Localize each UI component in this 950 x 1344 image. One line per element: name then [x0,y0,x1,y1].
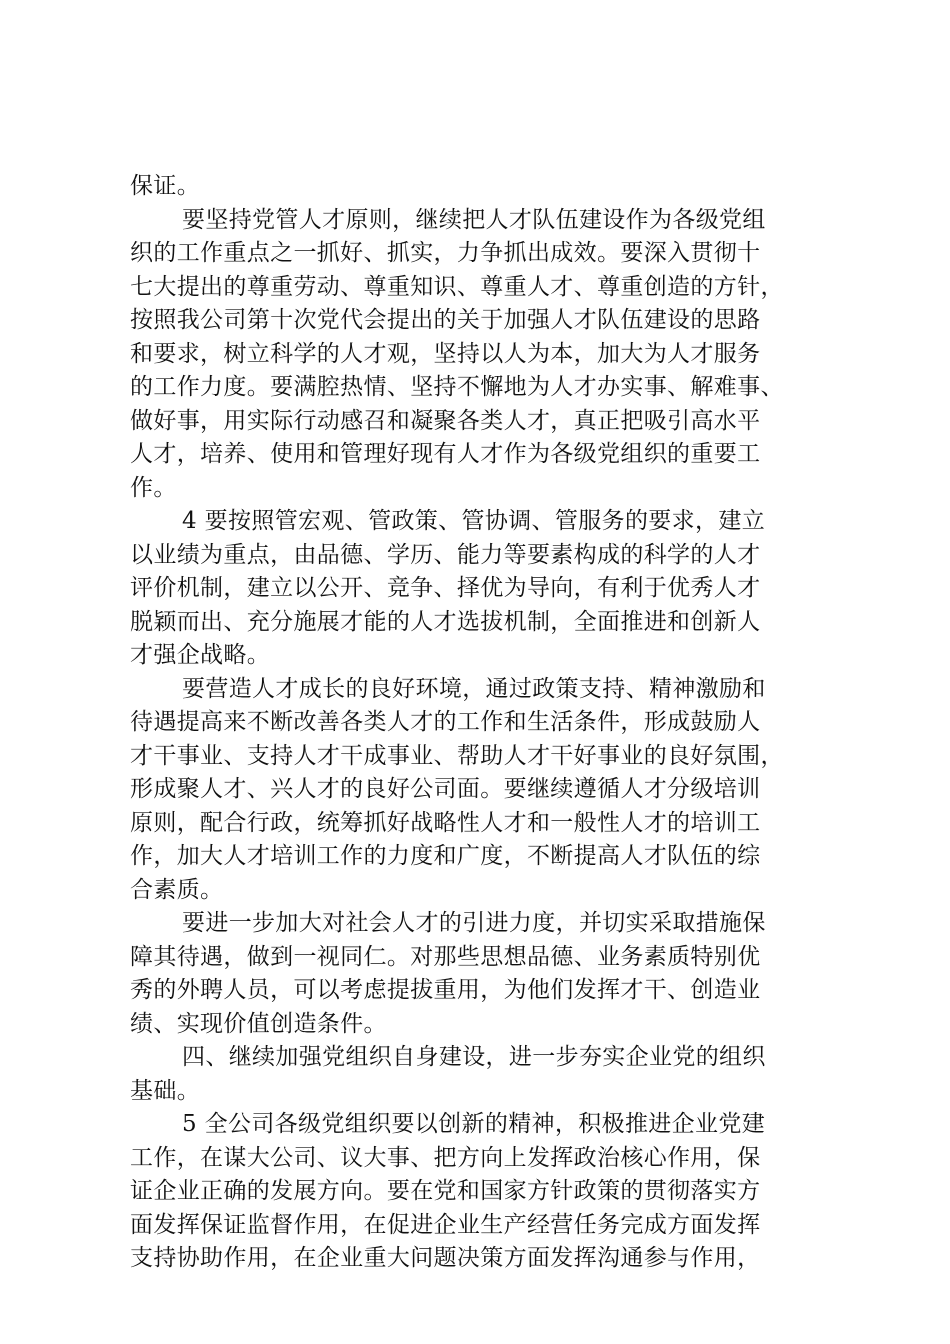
text-line: 保证。 [130,173,201,199]
text-line: 七大提出的尊重劳动、尊重知识、尊重人才、尊重创造的方针， [130,273,784,300]
text-line: 评价机制，建立以公开、竞争、择优为导向，有利于优秀人才 [130,575,761,601]
text-line: 作，加大人才培训工作的力度和广度，不断提高人才队伍的综 [130,843,761,869]
text-line: 合素质。 [130,876,224,903]
text-line: 以业绩为重点，由品德、学历、能力等要素构成的科学的人才 [130,541,761,568]
text-line: 脱颖而出、充分施展才能的人才选拔机制，全面推进和创新人 [130,608,761,635]
text-line: 做好事，用实际行动感召和凝聚各类人才，真正把吸引高水平 [130,407,761,434]
text-line: 秀的外聘人员，可以考虑提拔重用，为他们发挥才干、创造业 [130,977,761,1003]
text-line: 的工作力度。要满腔热情、坚持不懈地为人才办实事、解难事、 [130,374,784,400]
text-line: 作。 [130,474,177,501]
text-line: 工作，在谋大公司、议大事、把方向上发挥政治核心作用，保 [130,1144,761,1171]
text-line: 四、继续加强党组织自身建设，进一步夯实企业党的组织 [182,1044,766,1070]
text-line: 待遇提高来不断改善各类人才的工作和生活条件，形成鼓励人 [130,709,761,735]
text-line: 绩、实现价值创造条件。 [130,1010,387,1037]
text-line: 人才，培养、使用和管理好现有人才作为各级党组织的重要工 [130,441,761,467]
text-line: 基础。 [130,1077,201,1104]
text-line: 证企业正确的发展方向。要在党和国家方针政策的贯彻落实方 [130,1178,761,1204]
text-line: 要进一步加大对社会人才的引进力度，并切实采取措施保 [182,910,766,936]
text-line: 障其待遇，做到一视同仁。对那些思想品德、业务素质特别优 [130,943,761,970]
text-line: 按照我公司第十次党代会提出的关于加强人才队伍建设的思路 [130,307,761,333]
text-line: 4 要按照管宏观、管政策、管协调、管服务的要求，建立 [182,508,766,534]
text-line: 和要求，树立科学的人才观，坚持以人为本，加大为人才服务 [130,340,761,367]
text-line: 支持协助作用，在企业重大问题决策方面发挥沟通参与作用， [130,1245,761,1271]
text-line: 要坚持党管人才原则，继续把人才队伍建设作为各级党组 [182,206,766,233]
text-line: 5 全公司各级党组织要以创新的精神，积极推进企业党建 [182,1111,766,1137]
text-line: 才强企战略。 [130,642,271,668]
text-line: 原则，配合行政，统筹抓好战略性人才和一般性人才的培训工 [130,809,761,836]
document-body [130,170,830,1276]
text-line: 才干事业、支持人才干成事业、帮助人才干好事业的良好氛围， [130,742,784,769]
text-line: 要营造人才成长的良好环境，通过政策支持、精神激励和 [182,675,766,702]
text-line: 形成聚人才、兴人才的良好公司面。要继续遵循人才分级培训 [130,776,761,802]
text-line: 面发挥保证监督作用，在促进企业生产经营任务完成方面发挥 [130,1211,761,1238]
text-line: 织的工作重点之一抓好、抓实，力争抓出成效。要深入贯彻十 [130,240,761,266]
